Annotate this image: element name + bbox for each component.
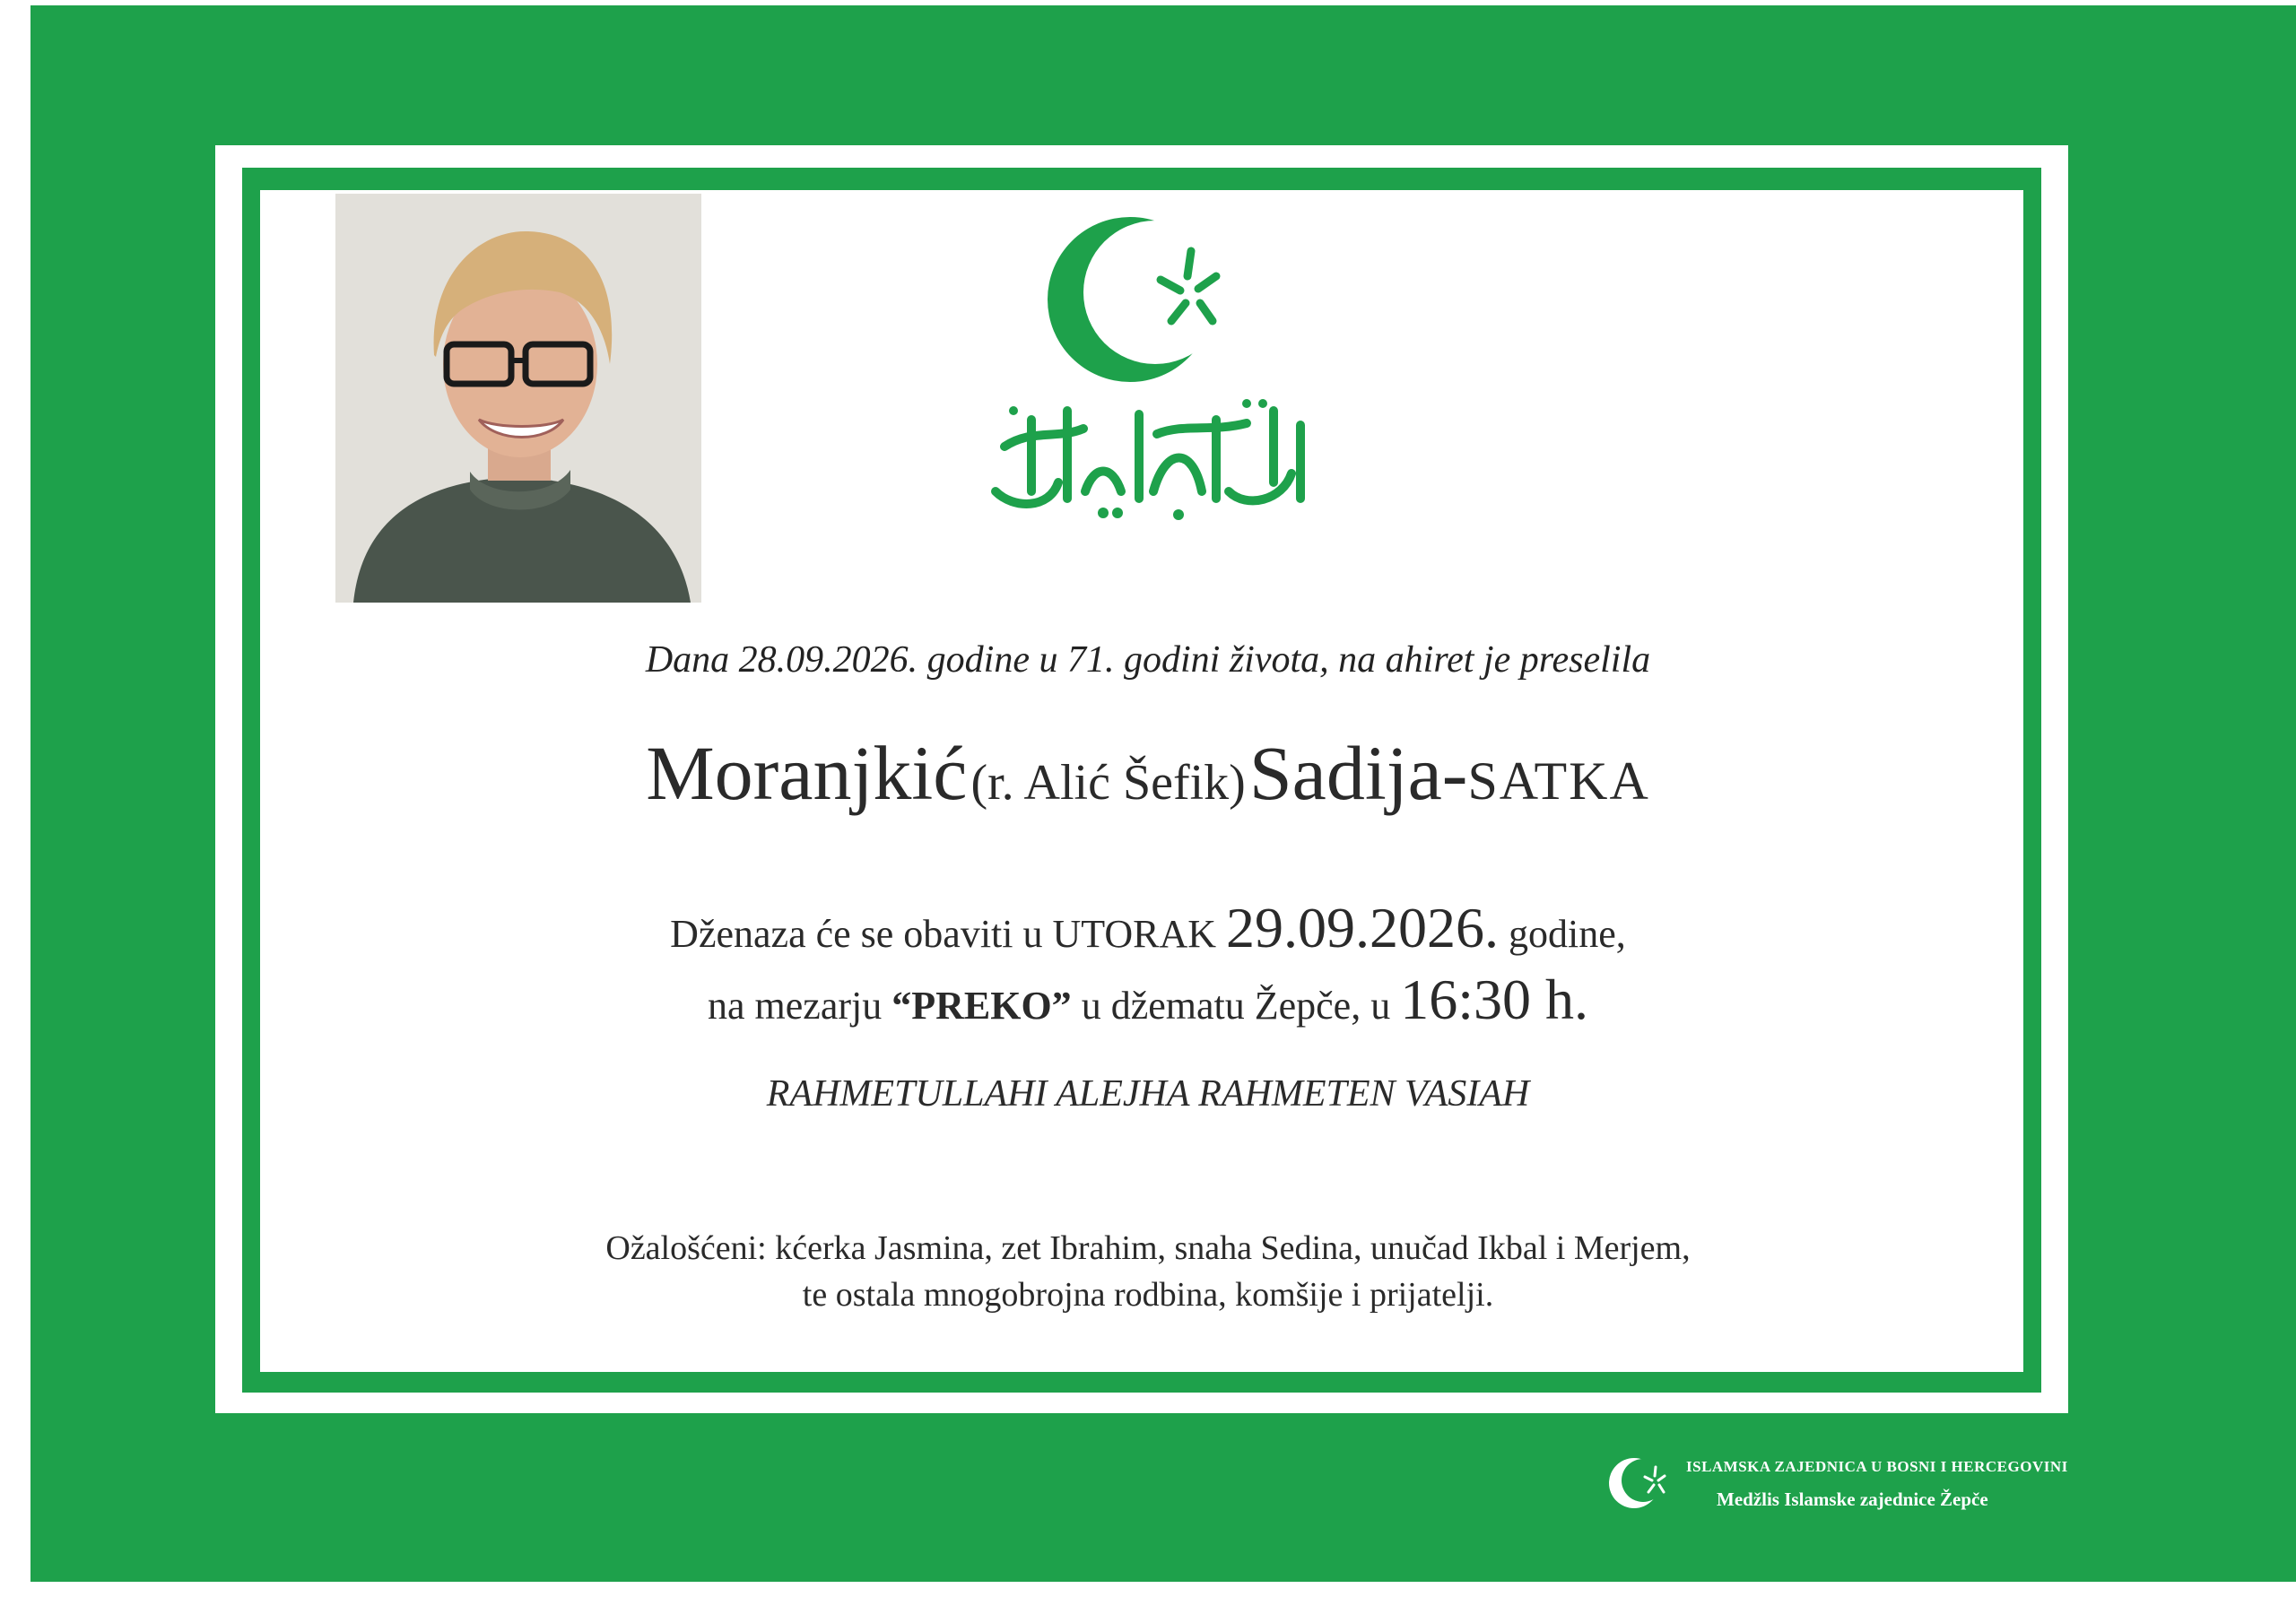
- arabic-calligraphy-icon: [978, 393, 1318, 527]
- organization-name: ISLAMSKA ZAJEDNICA U BOSNI I HERCEGOVINI: [1686, 1458, 2068, 1475]
- crescent-star-icon: [1040, 210, 1256, 407]
- given-name: Sadija-: [1248, 730, 1468, 816]
- organization-branch: Medžlis Islamske zajednice Žepče: [1717, 1488, 1988, 1510]
- portrait-photo: [335, 194, 701, 603]
- funeral-line-1: [269, 895, 2027, 961]
- maiden-name: (r. Alić Šefik): [970, 755, 1246, 811]
- nickname: SATKA: [1467, 751, 1650, 811]
- surname: Moranjkić: [646, 730, 968, 816]
- funeral-text-d: u džematu Žepče, u: [1071, 984, 1401, 1028]
- mourners-line-2: te ostala mnogobrojna rodbina, komšije i prijatelji.: [802, 1276, 1494, 1314]
- funeral-text-b: godine,: [1499, 912, 1626, 956]
- funeral-text-a: Dženaza će se obaviti u UTORAK: [670, 912, 1227, 956]
- funeral-line-2: [269, 967, 2027, 1033]
- funeral-date: 29.09.2026.: [1226, 896, 1500, 959]
- mourners-line-1: Ožalošćeni: kćerka Jasmina, zet Ibrahim, snaha Sedina, unučad Ikbal i Merjem,: [605, 1229, 1691, 1267]
- prayer-text: RAHMETULLAHI ALEJHA RAHMETEN VASIAH: [766, 1073, 1530, 1115]
- intro-text: Dana 28.09.2026. godine u 71. godini života, na ahiret je preselila: [645, 639, 1651, 681]
- deceased-name: [269, 728, 2027, 818]
- funeral-text-c: na mezarju: [708, 984, 892, 1028]
- cemetery-name: “PREKO”: [891, 984, 1072, 1028]
- funeral-time: 16:30 h.: [1400, 968, 1588, 1031]
- crescent-star-logo-icon: [1605, 1451, 1677, 1514]
